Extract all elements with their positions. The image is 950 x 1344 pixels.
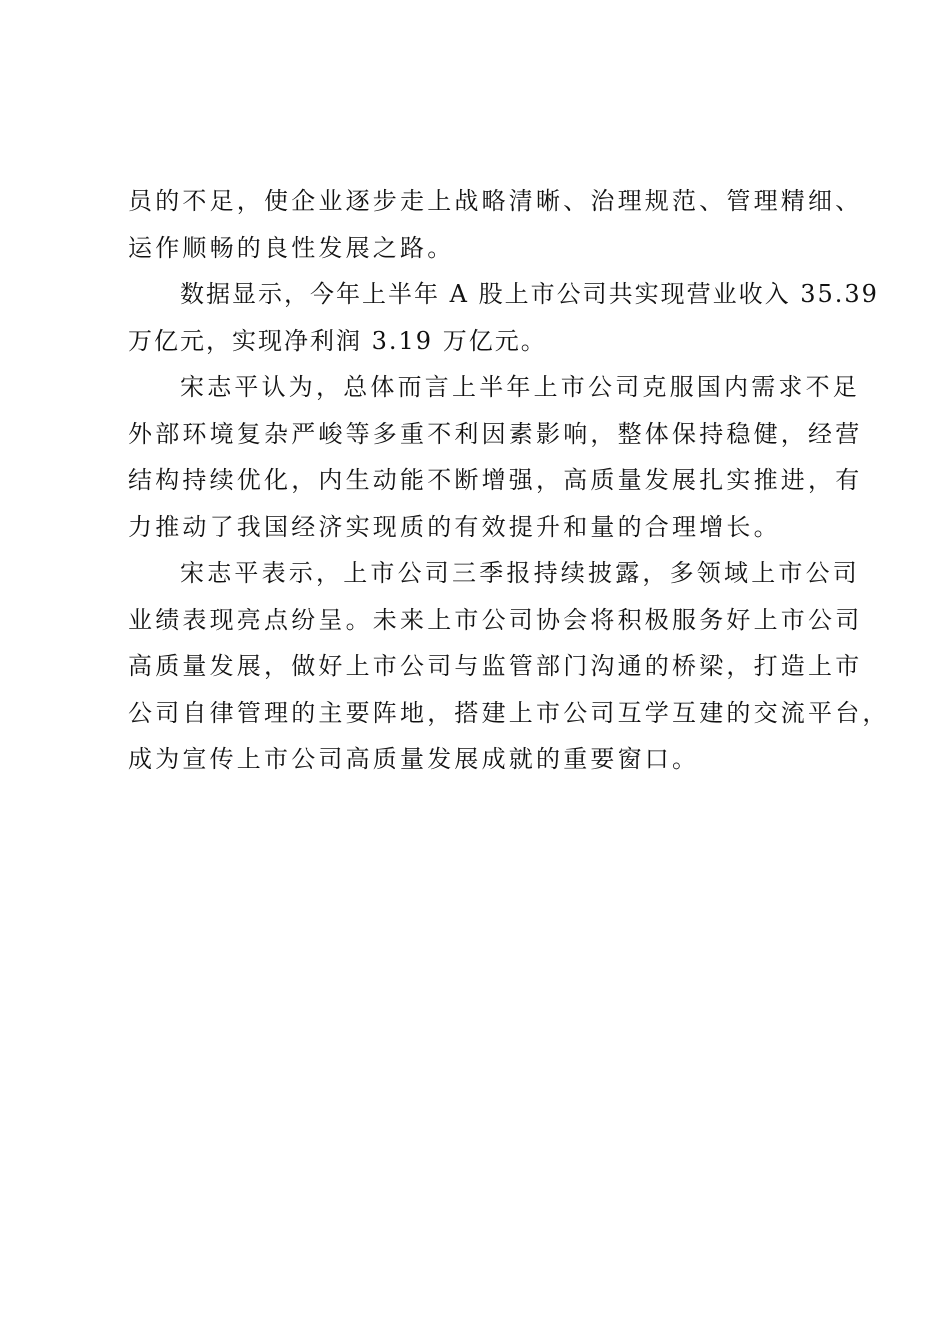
paragraph-1 (128, 178, 863, 271)
paragraph-line: 宋志平表示，上市公司三季报持续披露，多领域上市公司 (180, 559, 860, 587)
paragraph-line: 万亿元，实现净利润 3.19 万亿元。 (128, 326, 547, 355)
document-body (128, 178, 890, 783)
paragraph-line: 结构持续优化，内生动能不断增强，高质量发展扎实推进，有 (128, 466, 863, 494)
paragraph-line: 运作顺畅的良性发展之路。 (128, 233, 455, 262)
paragraph-line: 公司自律管理的主要阵地，搭建上市公司互学互建的交流平台， (128, 698, 890, 727)
paragraph-line: 员的不足，使企业逐步走上战略清晰、治理规范、管理精细、 (128, 187, 863, 215)
paragraph-4 (128, 550, 890, 783)
paragraph-line: 业绩表现亮点纷呈。未来上市公司协会将积极服务好上市公司 (128, 605, 863, 634)
paragraph-line: 高质量发展，做好上市公司与监管部门沟通的桥梁，打造上市 (128, 652, 863, 680)
paragraph-line: 力推动了我国经济实现质的有效提升和量的合理增长。 (128, 512, 781, 541)
paragraph-line: 宋志平认为，总体而言上半年上市公司克服国内需求不足 (180, 373, 860, 401)
paragraph-line: 成为宣传上市公司高质量发展成就的重要窗口。 (128, 745, 700, 773)
paragraph-2 (128, 271, 879, 364)
paragraph-3 (128, 364, 863, 550)
paragraph-line: 数据显示，今年上半年 A 股上市公司共实现营业收入 35.39 (180, 280, 879, 308)
paragraph-line: 外部环境复杂严峻等多重不利因素影响，整体保持稳健，经营 (128, 419, 863, 448)
